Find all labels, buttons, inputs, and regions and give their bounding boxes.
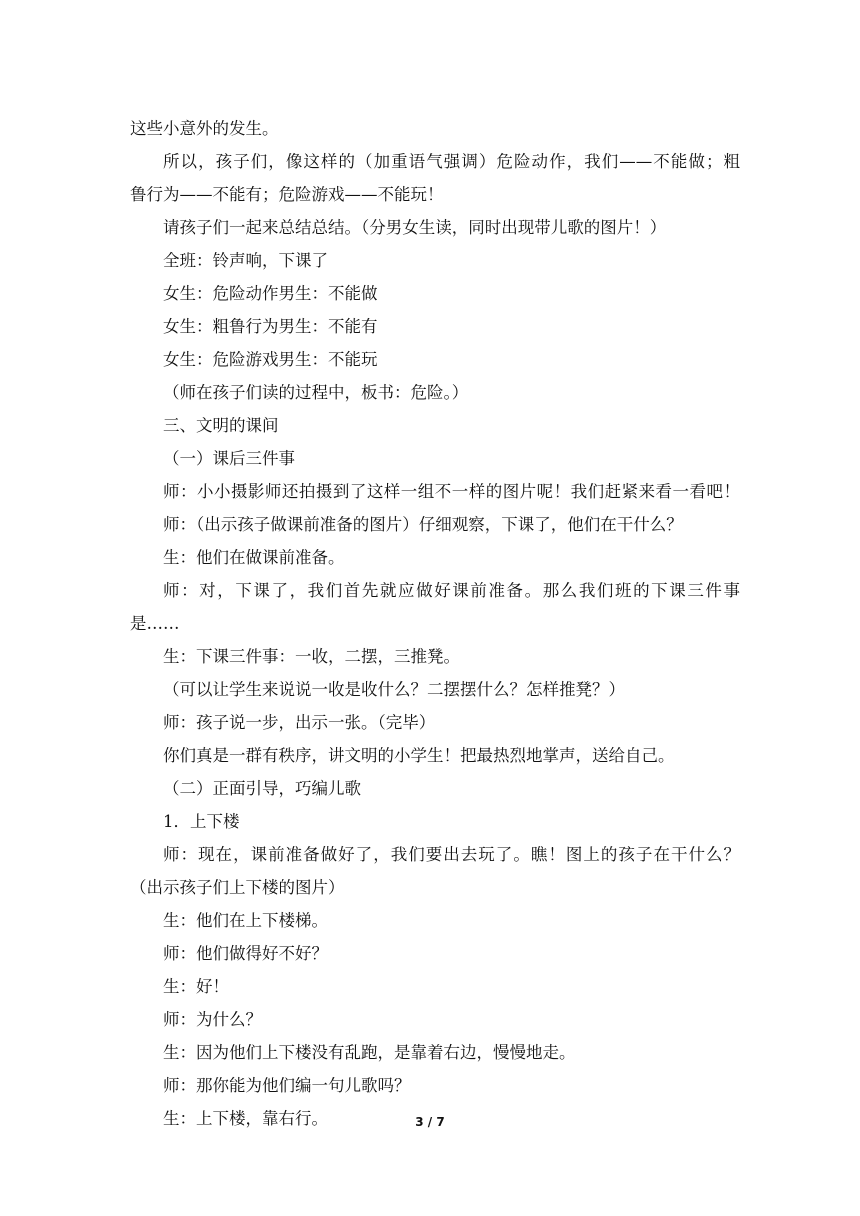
- text-line: 师：那你能为他们编一句儿歌吗？: [163, 1076, 411, 1095]
- text-line: 师：为什么？: [163, 1010, 262, 1029]
- text-line: 生：他们在上下楼梯。: [163, 911, 328, 930]
- text-line: 师：对，下课了，我们首先就应做好课前准备。那么我们班的下课三件事: [163, 581, 740, 600]
- text-line: 师：现在，课前准备做好了，我们要出去玩了。瞧！图上的孩子在干什么？: [163, 845, 740, 864]
- text-line: 师：（出示孩子做课前准备的图片）仔细观察，下课了，他们在干什么？: [163, 515, 683, 534]
- section-heading: 三、文明的课间: [163, 416, 279, 435]
- text-line: 生：他们在做课前准备。: [163, 548, 345, 567]
- text-line: 请孩子们一起来总结总结。（分男女生读，同时出现带儿歌的图片！）: [163, 218, 667, 237]
- text-line: 鲁行为——不能有；危险游戏——不能玩！: [130, 185, 444, 204]
- page-number: 3 / 7: [415, 1115, 445, 1129]
- text-line: 生：下课三件事：一收，二摆，三推凳。: [163, 647, 460, 666]
- subsection-heading: 1．上下楼: [163, 812, 240, 831]
- text-line: 全班：铃声响，下课了: [163, 251, 328, 270]
- text-line: 生：上下楼，靠右行。: [163, 1109, 328, 1128]
- text-line: 师：小小摄影师还拍摄到了这样一组不一样的图片呢！我们赶紧来看一看吧！: [163, 482, 740, 501]
- document-body: [130, 112, 740, 1135]
- text-line: 师：他们做得好不好？: [163, 944, 328, 963]
- subsection-heading: （二）正面引导，巧编儿歌: [163, 779, 361, 798]
- text-line: 你们真是一群有秩序，讲文明的小学生！把最热烈地掌声，送给自己。: [163, 746, 675, 765]
- text-line: 所以，孩子们，像这样的（加重语气强调）危险动作，我们——不能做；粗: [163, 152, 740, 171]
- text-line: 师：孩子说一步，出示一张。（完毕）: [163, 713, 436, 732]
- text-line: 女生：粗鲁行为男生：不能有: [163, 317, 378, 336]
- text-line: （可以让学生来说说一收是收什么？二摆摆什么？怎样推凳？）: [163, 680, 625, 699]
- text-line: 这些小意外的发生。: [130, 119, 279, 138]
- text-line: （出示孩子们上下楼的图片）: [130, 878, 345, 897]
- text-line: 生：因为他们上下楼没有乱跑，是靠着右边，慢慢地走。: [163, 1043, 576, 1062]
- text-line: 女生：危险动作男生：不能做: [163, 284, 378, 303]
- text-line: 生：好！: [163, 977, 229, 996]
- text-line: （师在孩子们读的过程中，板书：危险。）: [163, 383, 469, 402]
- text-line: 是……: [130, 614, 180, 633]
- text-line: 女生：危险游戏男生：不能玩: [163, 350, 378, 369]
- subsection-heading: （一）课后三件事: [163, 449, 295, 468]
